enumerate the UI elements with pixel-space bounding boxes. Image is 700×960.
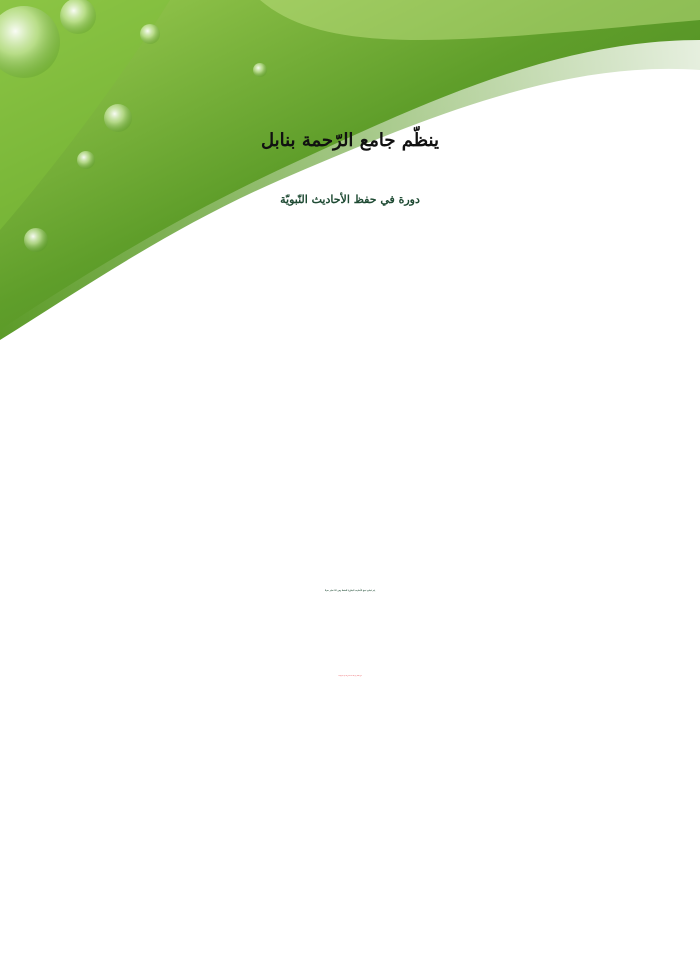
handover-line: يتم تسليم نسخ الأحاديث المقرّرة للحفظ وهي اثنا عشر حديثا xyxy=(324,590,376,592)
subtitle: دورة في حفظ الأحاديث النّبويّة xyxy=(280,193,420,206)
exam-date: تاريخ الاختبار يوم الأحد 20ديسمبروذلك في جامع الرّحمة xyxy=(338,676,362,677)
page-title: ينظّم جامع الرّحمة بنابل xyxy=(261,130,439,151)
